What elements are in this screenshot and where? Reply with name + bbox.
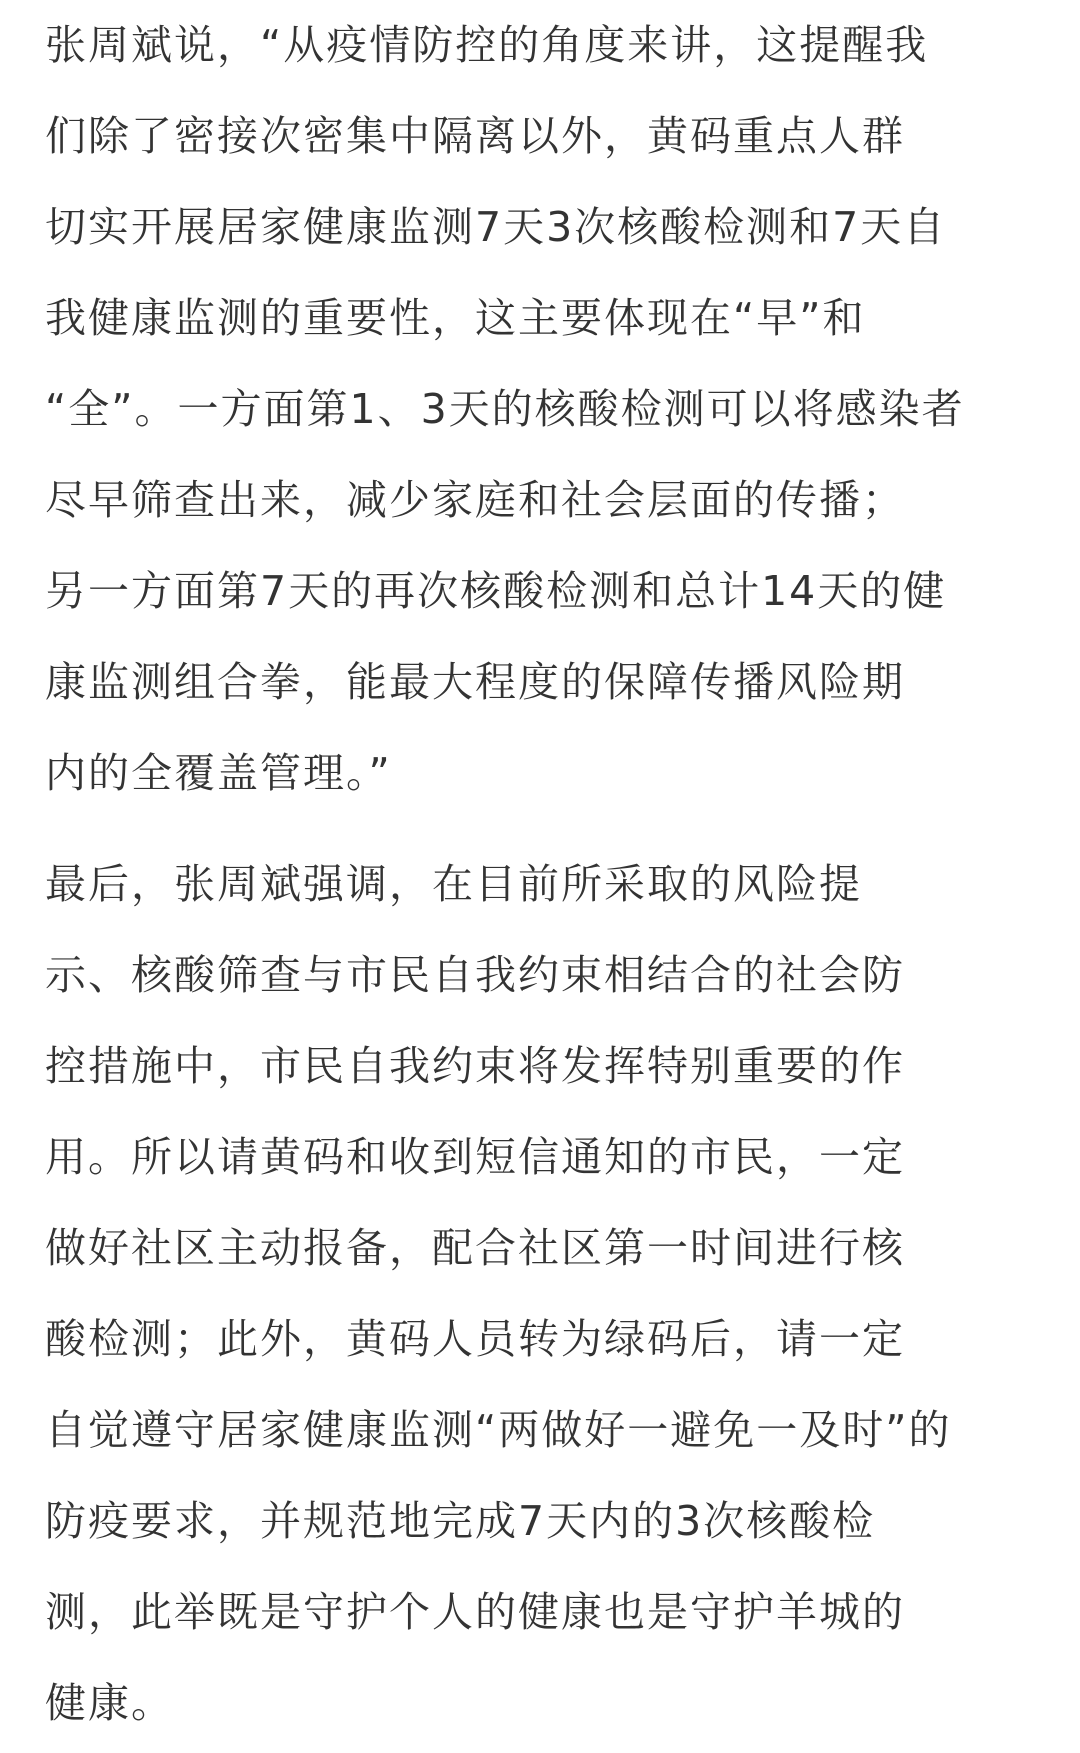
- text-line: 尽早筛查出来，减少家庭和社会层面的传播；: [45, 476, 905, 524]
- text-line: 做好社区主动报备，配合社区第一时间进行核: [45, 1224, 905, 1272]
- text-line: 用。所以请黄码和收到短信通知的市民，一定: [45, 1133, 905, 1181]
- text-line: 另一方面第7天的再次核酸检测和总计14天的健: [45, 567, 947, 615]
- text-line: 自觉遵守居家健康监测“两做好一避免一及时”的: [45, 1406, 952, 1454]
- text-line: 最后，张周斌强调，在目前所采取的风险提: [45, 860, 862, 908]
- text-line: 我健康监测的重要性，这主要体现在“早”和: [45, 294, 866, 342]
- paragraph-1: [45, 0, 1045, 819]
- text-line: 健康。: [45, 1679, 174, 1727]
- text-line: 酸检测；此外，黄码人员转为绿码后，请一定: [45, 1315, 905, 1363]
- text-line: “全”。一方面第1、3天的核酸检测可以将感染者: [45, 385, 965, 433]
- text-line: 切实开展居家健康监测7天3次核酸检测和7天自: [45, 203, 947, 251]
- text-line: 们除了密接次密集中隔离以外，黄码重点人群: [45, 112, 905, 160]
- paragraph-2: [45, 819, 1045, 1749]
- text-line: 控措施中，市民自我约束将发挥特别重要的作: [45, 1042, 905, 1090]
- text-line: 康监测组合拳，能最大程度的保障传播风险期: [45, 658, 905, 706]
- text-line: 内的全覆盖管理。”: [45, 749, 392, 797]
- text-line: 示、核酸筛查与市民自我约束相结合的社会防: [45, 951, 905, 999]
- text-line: 张周斌说，“从疫情防控的角度来讲，这提醒我: [45, 21, 929, 69]
- text-line: 测，此举既是守护个人的健康也是守护羊城的: [45, 1588, 905, 1636]
- article-body: [45, 0, 1045, 1749]
- text-line: 防疫要求，并规范地完成7天内的3次核酸检: [45, 1497, 876, 1545]
